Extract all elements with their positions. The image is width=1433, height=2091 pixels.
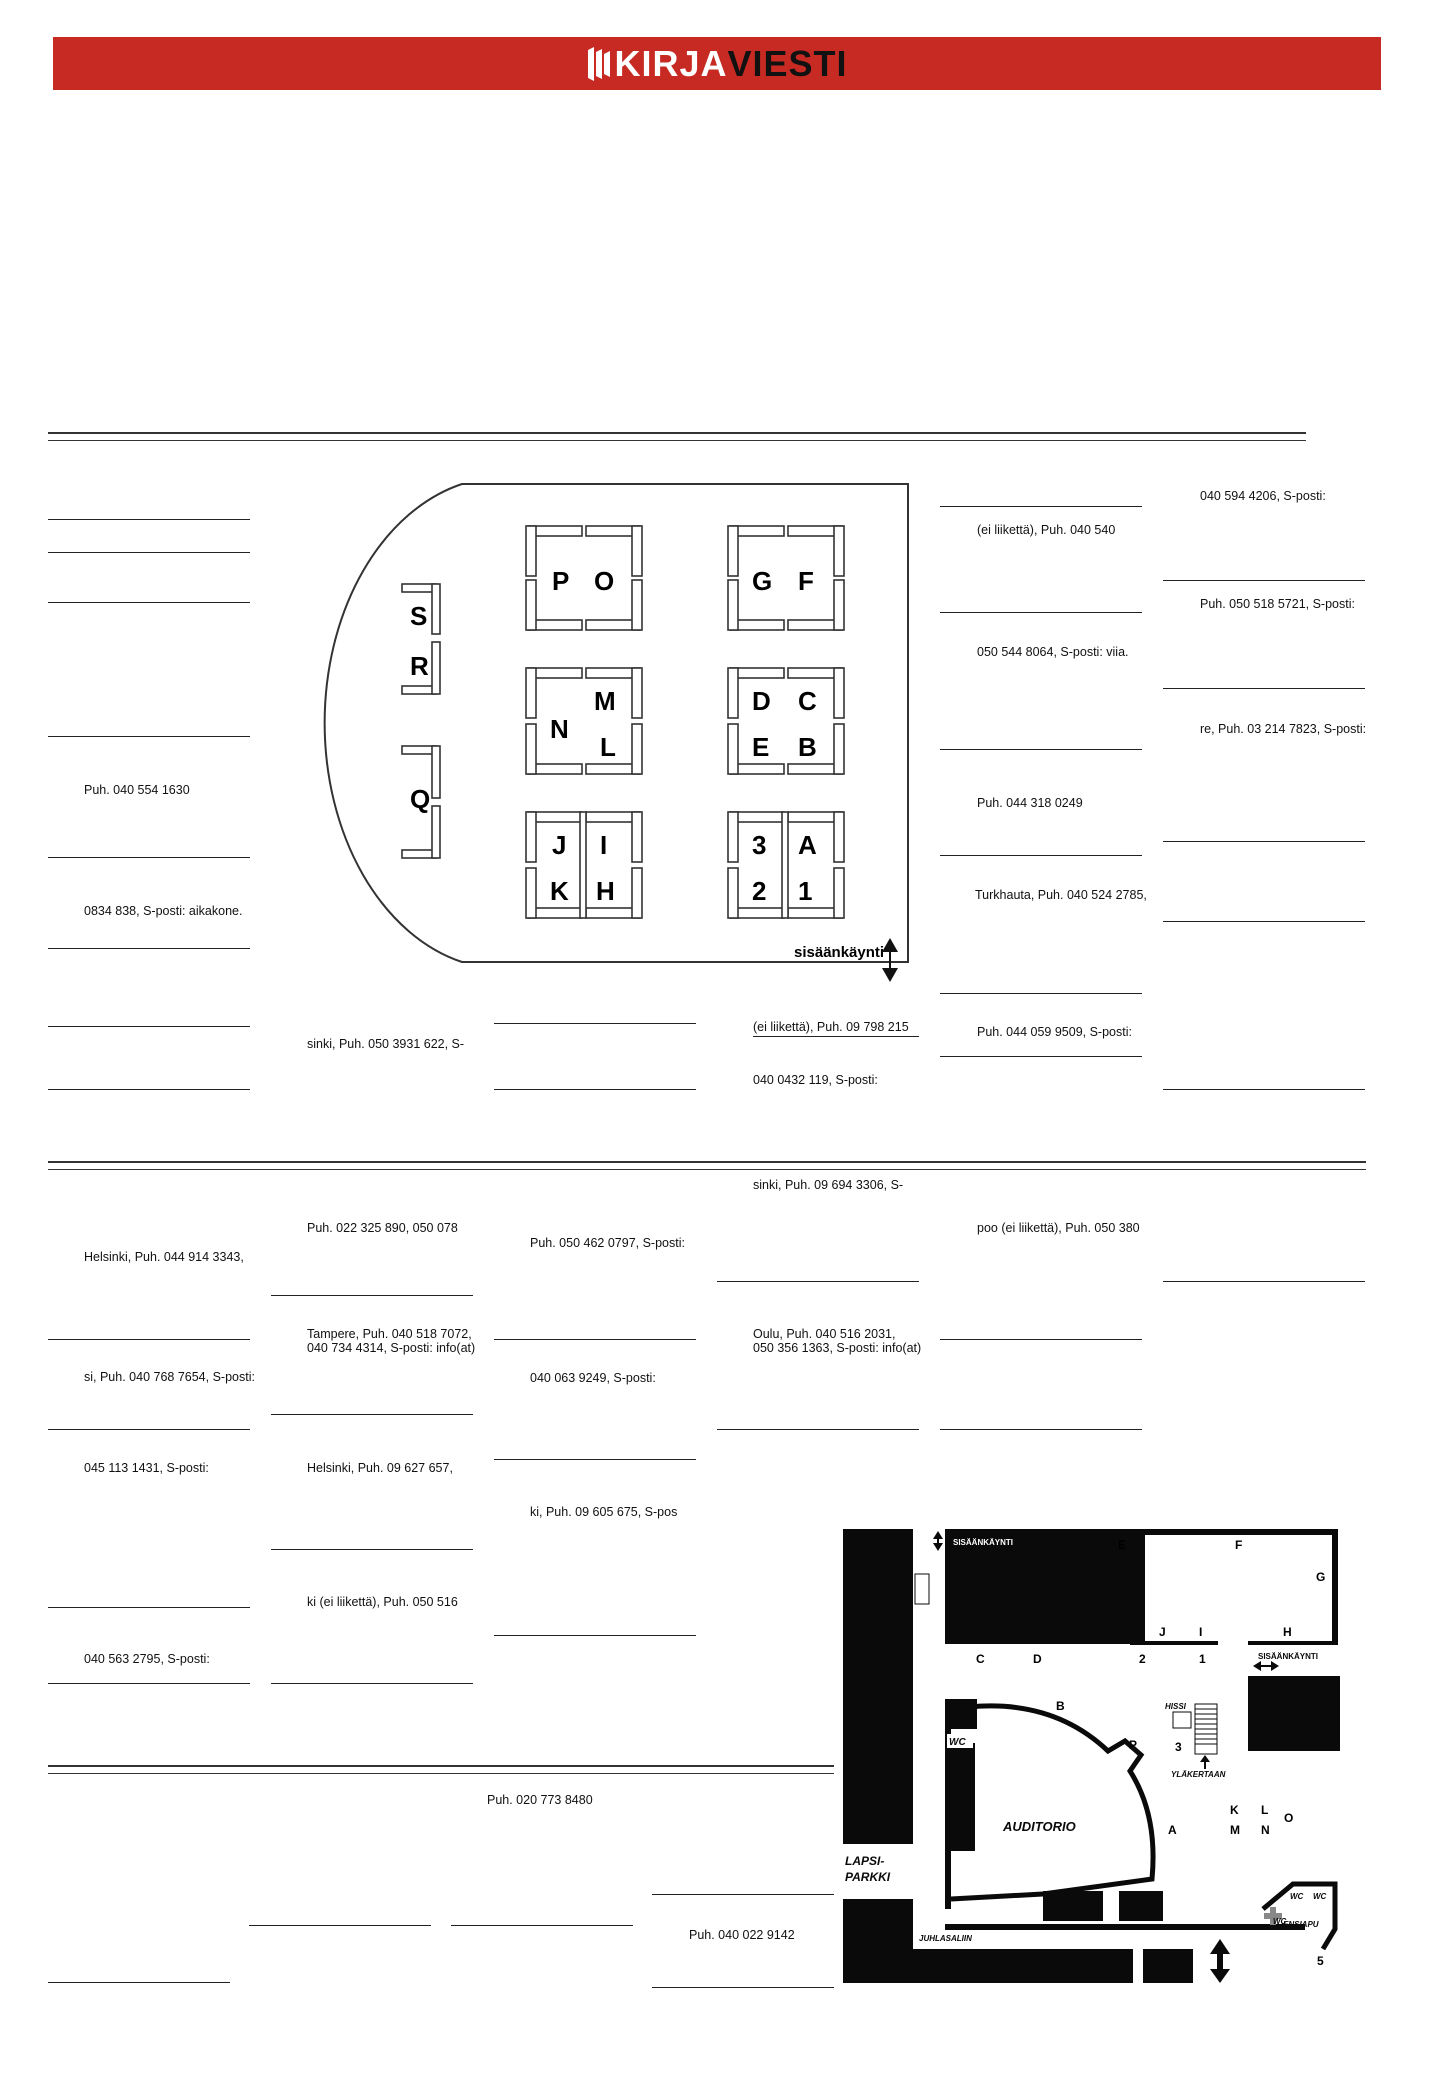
listing-phone: Puh. 040 022 9142: [689, 1928, 795, 1942]
stand-letter: P: [1129, 1738, 1138, 1752]
stand-letter: L: [1261, 1803, 1269, 1817]
booth-label: 1: [798, 876, 813, 906]
booth-label: H: [596, 876, 615, 906]
separator: [1163, 921, 1365, 922]
booth-label: A: [798, 830, 817, 860]
separator: [753, 1036, 919, 1037]
separator: [652, 1987, 834, 1988]
listing-phone: Puh. 050 518 5721, S-posti:: [1200, 597, 1355, 611]
auditorio-label: AUDITORIO: [1003, 1819, 1076, 1834]
listing-phone: Turkhauta, Puh. 040 524 2785,: [975, 888, 1147, 902]
lapsiparkki-label: PARKKI: [845, 1870, 891, 1884]
separator: [940, 1056, 1142, 1057]
booth-label: S: [410, 601, 428, 631]
separator: [48, 602, 250, 603]
separator: [494, 1635, 696, 1636]
wc-label: WC: [1290, 1892, 1304, 1901]
section3-rule-bottom: [48, 1773, 834, 1774]
booth-label: P: [552, 566, 570, 596]
separator: [48, 1026, 250, 1027]
stand-letter: 2: [1139, 1652, 1146, 1666]
listing-phone: Tampere, Puh. 040 518 7072,: [307, 1327, 472, 1341]
stand-letter: G: [1316, 1570, 1326, 1584]
separator: [940, 993, 1142, 994]
stand-letter: M: [1230, 1823, 1240, 1837]
booth-label: E: [752, 732, 770, 762]
booth-label: N: [550, 714, 569, 744]
wc-label: WC: [949, 1737, 966, 1748]
booth-label: 3: [752, 830, 767, 860]
separator: [940, 612, 1142, 613]
booth-label: Q: [410, 784, 431, 814]
section2-rule-bottom: [48, 1169, 1366, 1170]
stand-letter: B: [1056, 1699, 1065, 1713]
entrance-label: SISÄÄNKÄYNTI: [953, 1538, 1014, 1547]
separator: [48, 1089, 250, 1090]
listing-phone: Helsinki, Puh. 09 627 657,: [307, 1461, 453, 1475]
separator: [271, 1549, 473, 1550]
listing-phone: Puh. 040 554 1630: [84, 783, 190, 797]
kirjaviesti-logo: [53, 37, 1381, 90]
listing-phone: 045 113 1431, S-posti:: [84, 1461, 209, 1475]
stand-letter: C: [976, 1652, 985, 1666]
separator: [652, 1894, 834, 1895]
separator: [494, 1339, 696, 1340]
separator: [940, 506, 1142, 507]
listing-phone: Puh. 044 059 9509, S-posti:: [977, 1025, 1132, 1039]
entrance-label: sisäänkäynti: [794, 944, 885, 961]
stand-letter: I: [1199, 1625, 1203, 1639]
listing-phone: poo (ei liikettä), Puh. 050 380: [977, 1221, 1140, 1235]
listing-phone: Puh. 022 325 890, 050 078: [307, 1221, 458, 1235]
separator: [271, 1414, 473, 1415]
listing-phone: sinki, Puh. 09 694 3306, S-: [753, 1178, 904, 1192]
separator: [48, 948, 250, 949]
venue-map: [843, 1529, 1340, 1983]
stand-letter: F: [1235, 1538, 1243, 1552]
separator: [48, 519, 250, 520]
booth-label: F: [798, 566, 814, 596]
booth-label: O: [594, 566, 615, 596]
separator: [1163, 841, 1365, 842]
section3-rule-top: [48, 1765, 834, 1767]
listing-phone: ki, Puh. 09 605 675, S-pos: [530, 1505, 678, 1519]
booth-label: I: [600, 830, 608, 860]
booth-label: L: [600, 732, 616, 762]
entrance-label: SISÄÄNKÄYNTI: [1258, 1652, 1319, 1661]
section1-rule-bottom: [48, 440, 1306, 441]
lapsiparkki-label: LAPSI-: [845, 1854, 885, 1868]
separator: [940, 1339, 1142, 1340]
separator: [940, 855, 1142, 856]
booth-label: G: [752, 566, 773, 596]
listing-phone: 040 063 9249, S-posti:: [530, 1371, 656, 1385]
separator: [48, 1429, 250, 1430]
listing-phone: Puh. 044 318 0249: [977, 796, 1083, 810]
header-banner: [53, 37, 1381, 90]
listing-phone: (ei liikettä), Puh. 09 798 215: [753, 1020, 909, 1034]
listing-phone: 040 563 2795, S-posti:: [84, 1652, 210, 1666]
listing-phone: (ei liikettä), Puh. 040 540: [977, 523, 1116, 537]
stand-letter: 1: [1199, 1652, 1206, 1666]
stand-letter: D: [1033, 1652, 1042, 1666]
listing-phone: Puh. 050 462 0797, S-posti:: [530, 1236, 685, 1250]
booth-label: R: [410, 651, 429, 681]
separator: [717, 1429, 919, 1430]
booth-label: C: [798, 686, 817, 716]
separator: [48, 1683, 250, 1684]
booth-label: M: [594, 686, 616, 716]
separator: [1163, 580, 1365, 581]
ylakertaan-label: YLÄKERTAAN: [1171, 1770, 1226, 1779]
separator: [271, 1295, 473, 1296]
stand-letter: 5: [1317, 1954, 1324, 1968]
separator: [494, 1459, 696, 1460]
stand-letter: E: [1118, 1538, 1127, 1552]
separator: [271, 1683, 473, 1684]
separator: [451, 1925, 633, 1926]
separator: [249, 1925, 431, 1926]
separator: [940, 749, 1142, 750]
listing-phone: Helsinki, Puh. 044 914 3343,: [84, 1250, 244, 1264]
hissi-label: HISSI: [1165, 1702, 1186, 1711]
listing-phone: sinki, Puh. 050 3931 622, S-: [307, 1037, 465, 1051]
stand-letter: J: [1159, 1625, 1166, 1639]
listing-phone: Oulu, Puh. 040 516 2031,: [753, 1327, 896, 1341]
stand-letter: O: [1284, 1811, 1294, 1825]
separator: [48, 736, 250, 737]
separator: [494, 1089, 696, 1090]
separator: [494, 1023, 696, 1024]
separator: [1163, 688, 1365, 689]
booth-label: B: [798, 732, 817, 762]
listing-phone: ki (ei liikettä), Puh. 050 516: [307, 1595, 458, 1609]
booth-floorplan: [282, 480, 912, 990]
listing-phone: 050 356 1363, S-posti: info(at): [753, 1341, 922, 1355]
listing-phone: 0834 838, S-posti: aikakone.: [84, 904, 243, 918]
logo-text-kirja: KIRJA: [614, 42, 728, 84]
listing-phone: 050 544 8064, S-posti: viia.: [977, 645, 1129, 659]
section2-rule-top: [48, 1161, 1366, 1163]
logo-text-viesti: VIESTI: [727, 42, 848, 84]
separator: [940, 1429, 1142, 1430]
listing-phone: 040 594 4206, S-posti:: [1200, 489, 1326, 503]
stand-letter: N: [1261, 1823, 1270, 1837]
booth-label: J: [552, 830, 567, 860]
stand-letter: A: [1168, 1823, 1177, 1837]
separator: [48, 857, 250, 858]
ensiapu-label: ENSIAPU: [1283, 1920, 1319, 1929]
stand-letter: H: [1283, 1625, 1292, 1639]
separator: [48, 1607, 250, 1608]
stand-letter: K: [1230, 1803, 1239, 1817]
listing-phone: re, Puh. 03 214 7823, S-posti:: [1200, 722, 1367, 736]
listing-phone: 040 734 4314, S-posti: info(at): [307, 1341, 476, 1355]
separator: [48, 552, 250, 553]
separator: [717, 1281, 919, 1282]
booth-label: K: [550, 876, 569, 906]
separator: [48, 1339, 250, 1340]
section1-rule-top: [48, 432, 1306, 434]
separator: [1163, 1281, 1365, 1282]
listing-phone: 040 0432 119, S-posti:: [753, 1073, 878, 1087]
wc-label: WC: [1313, 1892, 1327, 1901]
listing-phone: Puh. 020 773 8480: [487, 1793, 593, 1807]
hall-outline: [325, 484, 908, 962]
stand-letter: 3: [1175, 1740, 1182, 1754]
entrance-arrow-icon: [882, 938, 898, 982]
booth-label: D: [752, 686, 771, 716]
logo-mark-icon: [586, 44, 612, 84]
wc-label: WC: [1273, 1917, 1287, 1926]
booth-label: 2: [752, 876, 767, 906]
separator: [1163, 1089, 1365, 1090]
juhlasali-label: JUHLASALIIN: [919, 1934, 972, 1943]
separator: [48, 1982, 230, 1983]
listing-phone: si, Puh. 040 768 7654, S-posti:: [84, 1370, 255, 1384]
